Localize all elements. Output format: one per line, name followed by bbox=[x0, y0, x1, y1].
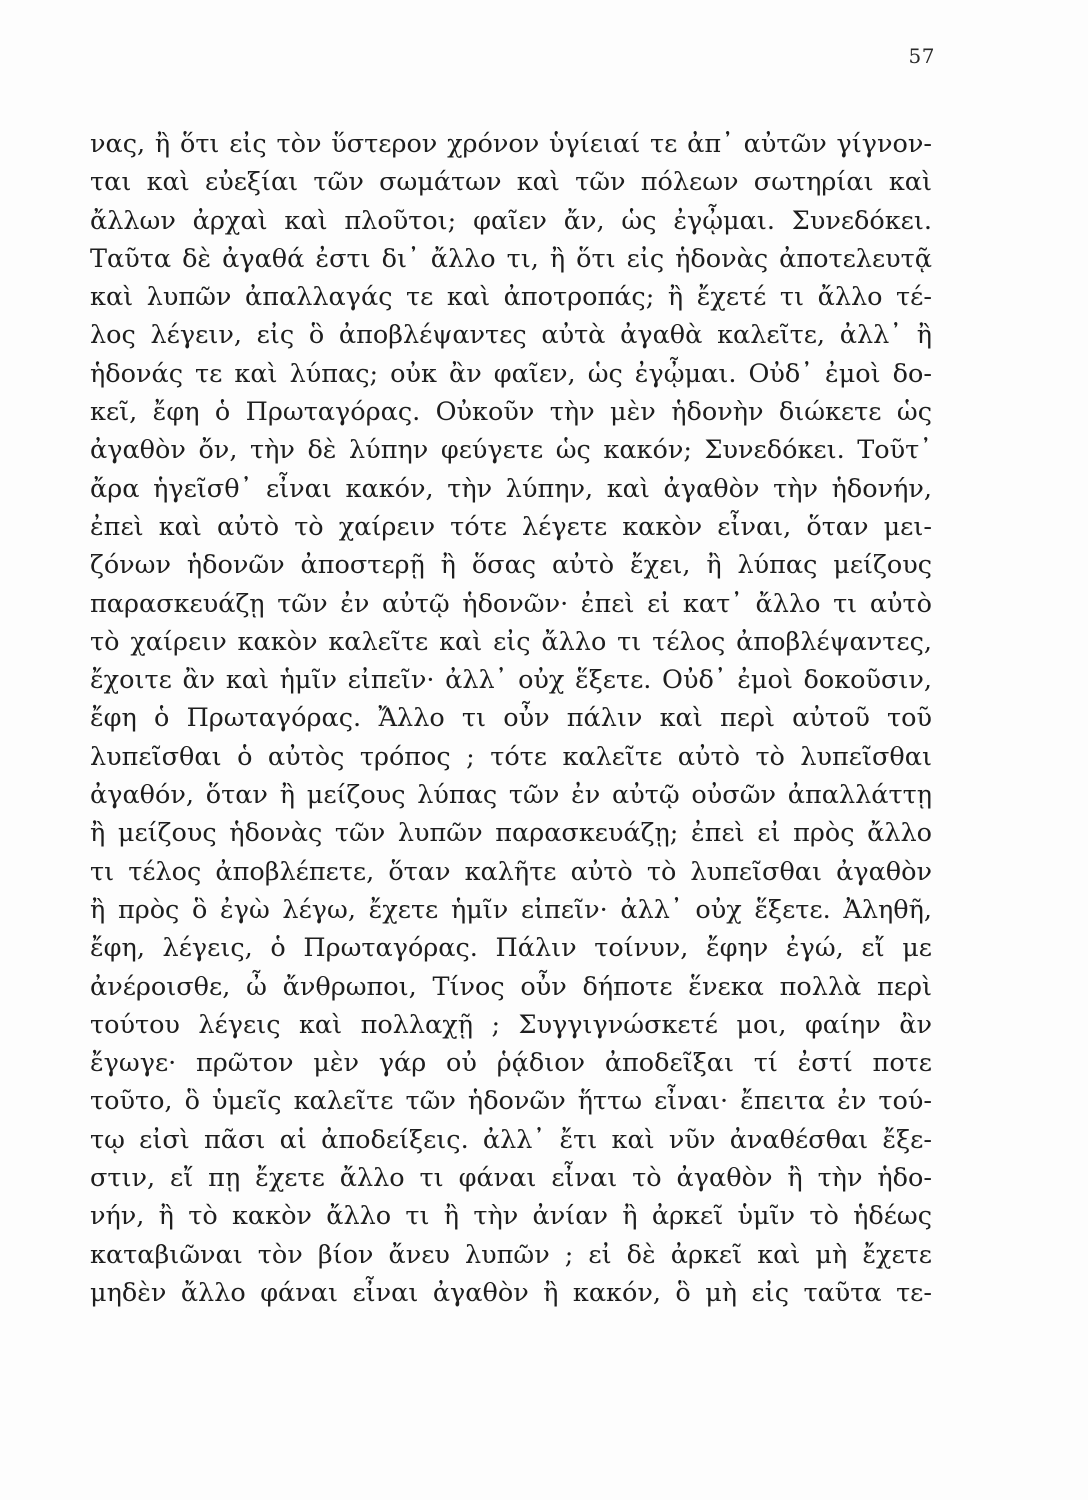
text-line: ἀγαθὸν ὄν, τὴν δὲ λύπην φεύγετε ὡς κακόν; Συνεδόκει. Τοῦτ᾽ bbox=[90, 435, 932, 466]
text-line: νήν, ἢ τὸ κακὸν ἄλλο τι ἢ τὴν ἀνίαν ἢ ἀρκεῖ ὑμῖν τὸ ἡδέως bbox=[90, 1201, 932, 1232]
text-line: ἔγωγε· πρῶτον μὲν γάρ οὐ ῥᾴδιον ἀποδεῖξαι τί ἐστί ποτε bbox=[90, 1048, 932, 1079]
text-line: ἀγαθόν, ὅταν ἢ μείζους λύπας τῶν ἐν αὐτῷ οὐσῶν ἀπαλλάττῃ bbox=[90, 780, 932, 811]
text-line: ἔχοιτε ἂν καὶ ἡμῖν εἰπεῖν· ἀλλ᾽ οὐχ ἕξετε. Οὐδ᾽ ἐμοὶ δοκοῦσιν, bbox=[90, 665, 932, 696]
text-line: ἔφη ὁ Πρωταγόρας. Ἄλλο τι οὖν πάλιν καὶ περὶ αὐτοῦ τοῦ bbox=[90, 703, 932, 734]
text-line: ἔφη, λέγεις, ὁ Πρωταγόρας. Πάλιν τοίνυν, ἔφην ἐγώ, εἴ με bbox=[90, 933, 932, 964]
text-line: ζόνων ἡδονῶν ἀποστερῇ ἢ ὅσας αὐτὸ ἔχει, ἢ λύπας μείζους bbox=[90, 550, 932, 581]
text-line: λος λέγειν, εἰς ὃ ἀποβλέψαντες αὐτὰ ἀγαθὰ καλεῖτε, ἀλλ᾽ ἢ bbox=[90, 320, 932, 351]
text-line: στιν, εἴ πῃ ἔχετε ἄλλο τι φάναι εἶναι τὸ ἀγαθὸν ἢ τὴν ἡδο- bbox=[90, 1163, 932, 1194]
body-text bbox=[90, 125, 932, 1312]
text-line: παρασκευάζῃ τῶν ἐν αὐτῷ ἡδονῶν· ἐπεὶ εἰ κατ᾽ ἄλλο τι αὐτὸ bbox=[90, 588, 932, 619]
text-line: τι τέλος ἀποβλέπετε, ὅταν καλῆτε αὐτὸ τὸ λυπεῖσθαι ἀγαθὸν bbox=[90, 856, 932, 887]
text-line: τὸ χαίρειν κακὸν καλεῖτε καὶ εἰς ἄλλο τι τέλος ἀποβλέψαντες, bbox=[90, 626, 932, 657]
text-line: ἄρα ἡγεῖσθ᾽ εἶναι κακόν, τὴν λύπην, καὶ ἀγαθὸν τὴν ἡδονήν, bbox=[90, 473, 932, 504]
text-line: ἐπεὶ καὶ αὐτὸ τὸ χαίρειν τότε λέγετε κακὸν εἶναι, ὅταν μει- bbox=[90, 511, 932, 542]
text-line: νας, ἢ ὅτι εἰς τὸν ὕστερον χρόνον ὑγίειαί τε ἀπ᾽ αὐτῶν γίγνον- bbox=[90, 129, 932, 159]
text-line: Ταῦτα δὲ ἀγαθά ἐστι δι᾽ ἄλλο τι, ἢ ὅτι εἰς ἡδονὰς ἀποτελευτᾷ bbox=[90, 243, 932, 274]
text-line: καταβιῶναι τὸν βίον ἄνευ λυπῶν ; εἰ δὲ ἀρκεῖ καὶ μὴ ἔχετε bbox=[90, 1239, 932, 1270]
text-line: λυπεῖσθαι ὁ αὐτὸς τρόπος ; τότε καλεῖτε αὐτὸ τὸ λυπεῖσθαι bbox=[90, 741, 932, 772]
page-number: 57 bbox=[908, 44, 935, 68]
text-line: τούτου λέγεις καὶ πολλαχῇ ; Συγγιγνώσκετέ μοι, φαίην ἂν bbox=[90, 1009, 932, 1040]
text-line: ἢ πρὸς ὃ ἐγὼ λέγω, ἔχετε ἡμῖν εἰπεῖν· ἀλλ᾽ οὐχ ἕξετε. Ἀληθῆ, bbox=[90, 894, 932, 925]
text-line: ἄλλων ἀρχαὶ καὶ πλοῦτοι; φαῖεν ἄν, ὡς ἐγᾦμαι. Συνεδόκει. bbox=[90, 205, 932, 236]
text-line: κεῖ, ἔφη ὁ Πρωταγόρας. Οὐκοῦν τὴν μὲν ἡδονὴν διώκετε ὡς bbox=[90, 397, 932, 428]
text-line: ται καὶ εὐεξίαι τῶν σωμάτων καὶ τῶν πόλεων σωτηρίαι καὶ bbox=[90, 167, 932, 198]
text-line: ἡδονάς τε καὶ λύπας; οὐκ ἂν φαῖεν, ὡς ἐγᾦμαι. Οὐδ᾽ ἐμοὶ δο- bbox=[90, 358, 932, 389]
text-line: καὶ λυπῶν ἀπαλλαγάς τε καὶ ἀποτροπάς; ἢ ἔχετέ τι ἄλλο τέ- bbox=[90, 282, 932, 313]
text-line: ἢ μείζους ἡδονὰς τῶν λυπῶν παρασκευάζῃ; ἐπεὶ εἰ πρὸς ἄλλο bbox=[90, 818, 932, 849]
text-line: τῳ εἰσὶ πᾶσι αἱ ἀποδείξεις. ἀλλ᾽ ἔτι καὶ νῦν ἀναθέσθαι ἔξε- bbox=[90, 1124, 932, 1155]
text-line: ἀνέροισθε, ὦ ἄνθρωποι, Τίνος οὖν δήποτε ἕνεκα πολλὰ περὶ bbox=[90, 971, 932, 1002]
text-line: μηδὲν ἄλλο φάναι εἶναι ἀγαθὸν ἢ κακόν, ὃ μὴ εἰς ταῦτα τε- bbox=[90, 1277, 932, 1308]
text-line: τοῦτο, ὃ ὑμεῖς καλεῖτε τῶν ἡδονῶν ἥττω εἶναι· ἔπειτα ἐν τού- bbox=[90, 1086, 932, 1117]
